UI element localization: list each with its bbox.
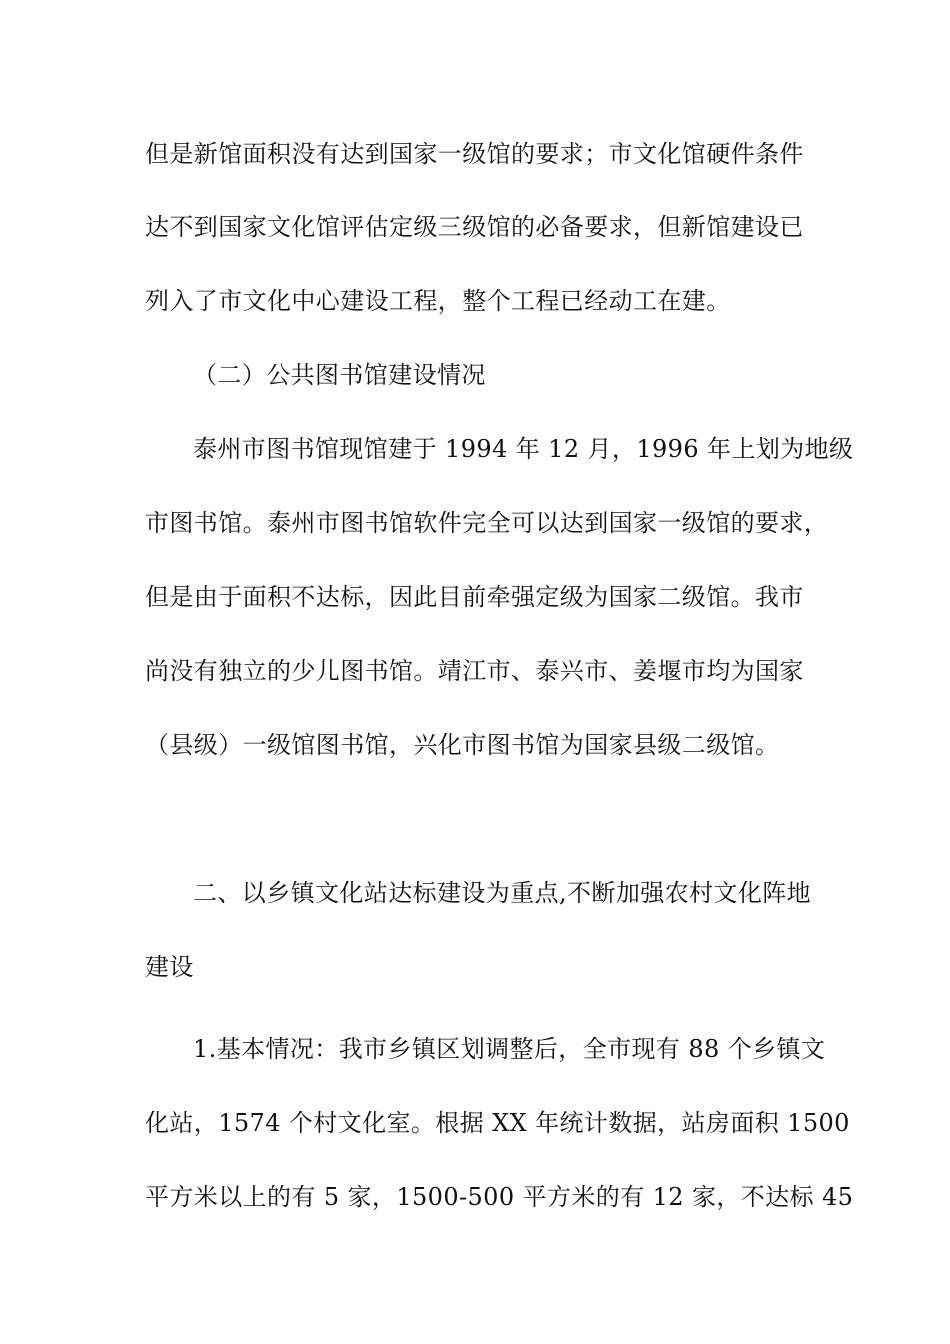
paragraph-line-7: 但是由于面积不达标，因此目前牵强定级为国家二级馆。我市: [145, 583, 804, 611]
paragraph-line-3: 列入了市文化中心建设工程，整个工程已经动工在建。: [145, 287, 731, 315]
paragraph-line-13: 化站，1574 个村文化室。根据 XX 年统计数据，站房面积 1500: [145, 1109, 850, 1137]
paragraph-line-1: 但是新馆面积没有达到国家一级馆的要求；市文化馆硬件条件: [145, 140, 804, 168]
paragraph-line-5: 泰州市图书馆现馆建于 1994 年 12 月，1996 年上划为地级: [193, 435, 854, 463]
section-heading-continuation: 建设: [145, 953, 194, 981]
paragraph-line-8: 尚没有独立的少儿图书馆。靖江市、泰兴市、姜堰市均为国家: [145, 657, 804, 685]
paragraph-line-6: 市图书馆。泰州市图书馆软件完全可以达到国家一级馆的要求，: [145, 509, 829, 537]
paragraph-line-14: 平方米以上的有 5 家，1500-500 平方米的有 12 家，不达标 45: [145, 1183, 854, 1211]
section-heading-township-culture: 二、以乡镇文化站达标建设为重点,不断加强农村文化阵地: [193, 879, 812, 907]
paragraph-line-12: 1.基本情况：我市乡镇区划调整后，全市现有 88 个乡镇文: [193, 1035, 826, 1063]
paragraph-line-9: （县级）一级馆图书馆，兴化市图书馆为国家县级二级馆。: [145, 731, 780, 759]
paragraph-line-2: 达不到国家文化馆评估定级三级馆的必备要求，但新馆建设已: [145, 213, 804, 241]
section-heading-public-library: （二）公共图书馆建设情况: [193, 361, 486, 389]
